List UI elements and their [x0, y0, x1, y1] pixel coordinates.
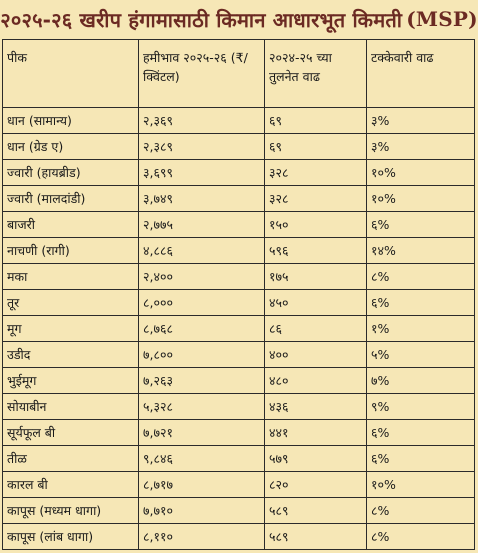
crop-cell: धान (सामान्य)	[3, 108, 139, 134]
table-row	[3, 264, 475, 290]
increase-cell: ८६	[265, 316, 367, 342]
table-row	[3, 420, 475, 446]
table-row	[3, 160, 475, 186]
title-text: २०२५-२६ खरीप हंगामासाठी किमान आधारभूत किमती	[0, 7, 403, 32]
percent-increase-cell: १४%	[367, 238, 475, 264]
msp-price-cell: ७,७१०	[139, 498, 265, 524]
table-row	[3, 108, 475, 134]
increase-cell: ३२८	[265, 186, 367, 212]
header-increase: २०२४-२५ च्या तुलनेत वाढ	[265, 40, 367, 108]
percent-increase-cell: १%	[367, 316, 475, 342]
table-row	[3, 368, 475, 394]
msp-price-cell: ७,२६३	[139, 368, 265, 394]
increase-cell: ६९	[265, 134, 367, 160]
table-row	[3, 212, 475, 238]
header-msp-price: हमीभाव २०२५-२६ (₹/क्विंटल)	[139, 40, 265, 108]
msp-price-cell: २,३८९	[139, 134, 265, 160]
increase-cell: ४५०	[265, 290, 367, 316]
table-row	[3, 290, 475, 316]
percent-increase-cell: ६%	[367, 420, 475, 446]
page-title	[0, 0, 478, 38]
percent-increase-cell: १०%	[367, 472, 475, 498]
percent-increase-cell: ६%	[367, 290, 475, 316]
increase-cell: ४३६	[265, 394, 367, 420]
percent-increase-cell: ६%	[367, 446, 475, 472]
table-row	[3, 186, 475, 212]
msp-price-cell: ८,७१७	[139, 472, 265, 498]
msp-price-cell: ८,७६८	[139, 316, 265, 342]
table-body	[3, 108, 475, 550]
msp-price-cell: ७,७२१	[139, 420, 265, 446]
percent-increase-cell: ९%	[367, 394, 475, 420]
crop-cell: सोयाबीन	[3, 394, 139, 420]
increase-cell: ५७९	[265, 446, 367, 472]
table-row	[3, 394, 475, 420]
crop-cell: ज्वारी (हायब्रीड)	[3, 160, 139, 186]
crop-cell: तीळ	[3, 446, 139, 472]
percent-increase-cell: ८%	[367, 524, 475, 550]
crop-cell: कापूस (लांब धागा)	[3, 524, 139, 550]
table-row	[3, 134, 475, 160]
header-crop: पीक	[3, 40, 139, 108]
increase-cell: १५०	[265, 212, 367, 238]
crop-cell: कापूस (मध्यम धागा)	[3, 498, 139, 524]
percent-increase-cell: १०%	[367, 160, 475, 186]
increase-cell: ४४१	[265, 420, 367, 446]
percent-increase-cell: १०%	[367, 186, 475, 212]
crop-cell: सूर्यफूल बी	[3, 420, 139, 446]
crop-cell: धान (ग्रेड ए)	[3, 134, 139, 160]
crop-cell: नाचणी (रागी)	[3, 238, 139, 264]
increase-cell: ३२८	[265, 160, 367, 186]
increase-cell: ६९	[265, 108, 367, 134]
percent-increase-cell: ८%	[367, 264, 475, 290]
table-row	[3, 498, 475, 524]
crop-cell: मूग	[3, 316, 139, 342]
msp-price-cell: ३,७४९	[139, 186, 265, 212]
crop-cell: बाजरी	[3, 212, 139, 238]
msp-price-cell: ७,८००	[139, 342, 265, 368]
crop-cell: मका	[3, 264, 139, 290]
increase-cell: ४८०	[265, 368, 367, 394]
increase-cell: ८२०	[265, 472, 367, 498]
increase-cell: ४००	[265, 342, 367, 368]
header-percent-increase: टक्केवारी वाढ	[367, 40, 475, 108]
crop-cell: कारल बी	[3, 472, 139, 498]
crop-cell: तूर	[3, 290, 139, 316]
table-row	[3, 446, 475, 472]
percent-increase-cell: ५%	[367, 342, 475, 368]
increase-cell: ५९६	[265, 238, 367, 264]
percent-increase-cell: ३%	[367, 108, 475, 134]
msp-price-cell: २,३६९	[139, 108, 265, 134]
msp-price-cell: ५,३२८	[139, 394, 265, 420]
increase-cell: १७५	[265, 264, 367, 290]
msp-price-cell: २,७७५	[139, 212, 265, 238]
title-abbr: (MSP)	[406, 7, 478, 31]
table-row	[3, 316, 475, 342]
percent-increase-cell: ३%	[367, 134, 475, 160]
msp-price-cell: २,४००	[139, 264, 265, 290]
percent-increase-cell: ७%	[367, 368, 475, 394]
msp-price-cell: ८,०००	[139, 290, 265, 316]
crop-cell: भुईमूग	[3, 368, 139, 394]
crop-cell: उडीद	[3, 342, 139, 368]
msp-price-cell: ४,८८६	[139, 238, 265, 264]
table-row	[3, 238, 475, 264]
table-row	[3, 342, 475, 368]
msp-price-cell: ९,८४६	[139, 446, 265, 472]
msp-table	[2, 39, 475, 550]
msp-price-cell: ३,६९९	[139, 160, 265, 186]
table-row	[3, 524, 475, 550]
increase-cell: ५८९	[265, 498, 367, 524]
percent-increase-cell: ६%	[367, 212, 475, 238]
msp-price-cell: ८,११०	[139, 524, 265, 550]
table-row	[3, 472, 475, 498]
percent-increase-cell: ८%	[367, 498, 475, 524]
table-header-row	[3, 40, 475, 108]
increase-cell: ५८९	[265, 524, 367, 550]
crop-cell: ज्वारी (मालदांडी)	[3, 186, 139, 212]
